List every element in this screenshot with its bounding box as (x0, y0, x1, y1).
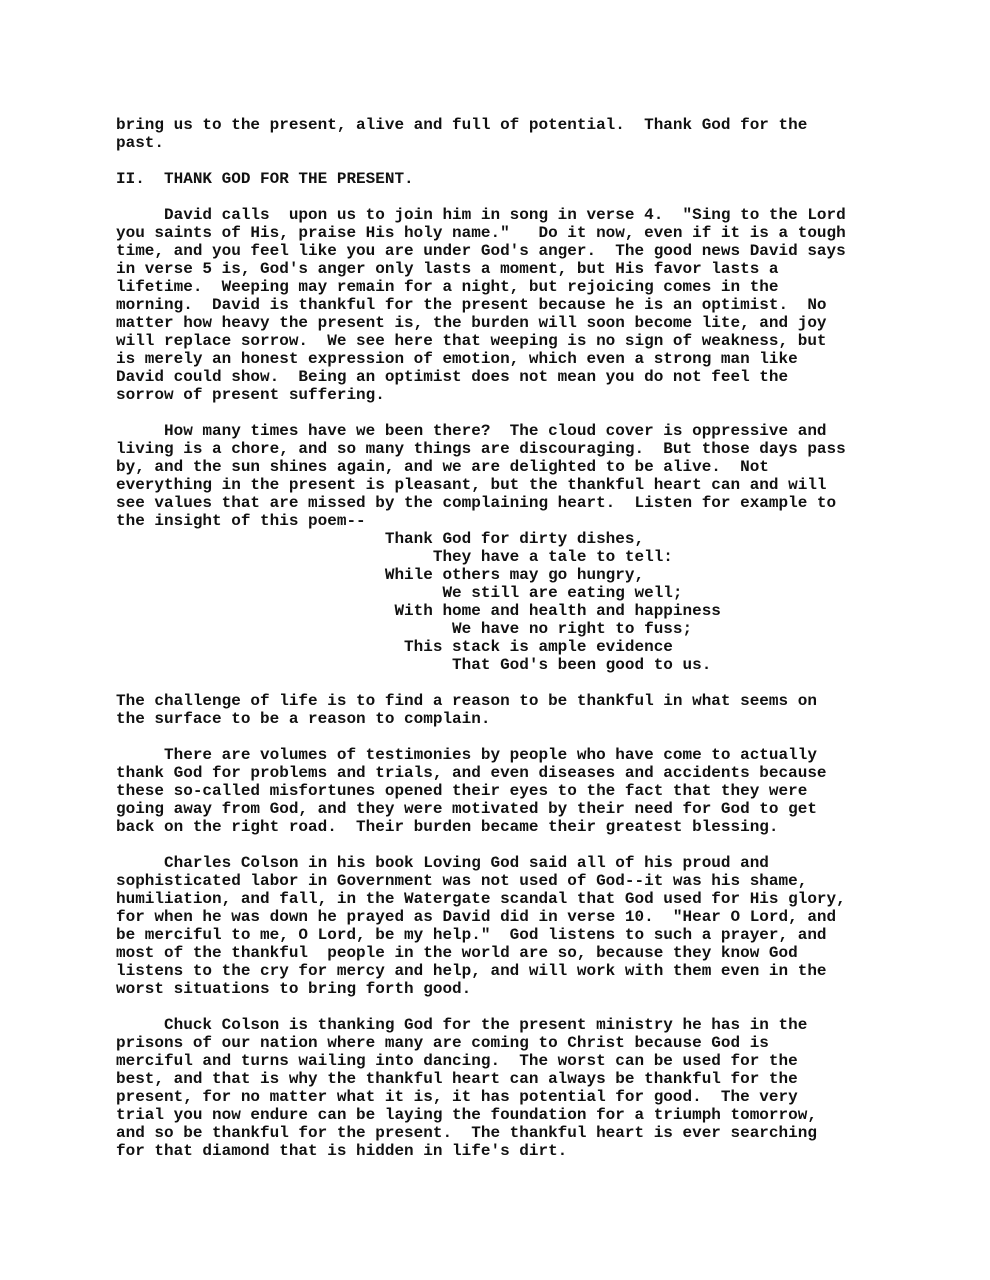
text-line: There are volumes of testimonies by people who have come to actually (116, 746, 817, 764)
paragraph-charles-colson (116, 854, 916, 998)
paragraph-david-calls (116, 206, 916, 404)
text-line: humiliation, and fall, in the Watergate scandal that God used for His glory, (116, 890, 846, 908)
paragraph-gap (116, 728, 916, 746)
paragraph-gap (116, 998, 916, 1016)
paragraph-how-many-times (116, 422, 916, 530)
text-line: David could show. Being an optimist does not mean you do not feel the (116, 368, 789, 386)
text-line: Chuck Colson is thanking God for the present ministry he has in the (116, 1016, 808, 1034)
poem-line: Thank God for dirty dishes, (116, 530, 645, 548)
text-line: for that diamond that is hidden in life's dirt. (116, 1142, 568, 1160)
text-line: the insight of this poem-- (116, 512, 366, 530)
text-line: be merciful to me, O Lord, be my help." God listens to such a prayer, and (116, 926, 827, 944)
text-line: the surface to be a reason to complain. (116, 710, 491, 728)
text-line: back on the right road. Their burden became their greatest blessing. (116, 818, 779, 836)
text-line: everything in the present is pleasant, but the thankful heart can and will (116, 476, 827, 494)
text-line: most of the thankful people in the world are so, because they know God (116, 944, 798, 962)
text-line: see values that are missed by the complaining heart. Listen for example to (116, 494, 837, 512)
intro-paragraph (116, 116, 916, 152)
paragraph-challenge (116, 692, 916, 728)
text-line: you saints of His, praise His holy name." Do it now, even if it is a tough (116, 224, 846, 242)
text-line: bring us to the present, alive and full of potential. Thank God for the (116, 116, 808, 134)
paragraph-testimonies (116, 746, 916, 836)
text-line: will replace sorrow. We see here that weeping is no sign of weakness, but (116, 332, 827, 350)
poem-line: They have a tale to tell: (116, 548, 673, 566)
text-line: sorrow of present suffering. (116, 386, 385, 404)
text-line: worst situations to bring forth good. (116, 980, 472, 998)
text-line: in verse 5 is, God's anger only lasts a moment, but His favor lasts a (116, 260, 779, 278)
text-line: Charles Colson in his book Loving God said all of his proud and (116, 854, 769, 872)
text-line: thank God for problems and trials, and even diseases and accidents because (116, 764, 827, 782)
poem (116, 530, 916, 674)
paragraph-gap (116, 404, 916, 422)
text-line: is merely an honest expression of emotion, which even a strong man like (116, 350, 798, 368)
poem-line: With home and health and happiness (116, 602, 721, 620)
text-line: past. (116, 134, 165, 152)
text-line: morning. David is thankful for the present because he is an optimist. No (116, 296, 827, 314)
text-line: How many times have we been there? The cloud cover is oppressive and (116, 422, 827, 440)
text-line: listens to the cry for mercy and help, and will work with them even in the (116, 962, 827, 980)
text-line: by, and the sun shines again, and we are delighted to be alive. Not (116, 458, 769, 476)
poem-line: We still are eating well; (116, 584, 683, 602)
poem-line: That God's been good to us. (116, 656, 712, 674)
paragraph-gap (116, 836, 916, 854)
text-line: lifetime. Weeping may remain for a night, but rejoicing comes in the (116, 278, 779, 296)
text-line: David calls upon us to join him in song in verse 4. "Sing to the Lord (116, 206, 846, 224)
poem-line: This stack is ample evidence (116, 638, 673, 656)
text-line: for when he was down he prayed as David did in verse 10. "Hear O Lord, and (116, 908, 837, 926)
text-line: these so-called misfortunes opened their eyes to the fact that they were (116, 782, 808, 800)
text-line: living is a chore, and so many things are discouraging. But those days pass (116, 440, 846, 458)
paragraph-gap (116, 674, 916, 692)
poem-line: While others may go hungry, (116, 566, 645, 584)
text-line: time, and you feel like you are under God's anger. The good news David says (116, 242, 846, 260)
paragraph-gap (116, 188, 916, 206)
document-page (116, 116, 916, 1160)
section-heading: II. THANK GOD FOR THE PRESENT. (116, 170, 414, 188)
poem-line: We have no right to fuss; (116, 620, 693, 638)
text-line: trial you now endure can be laying the foundation for a triumph tomorrow, (116, 1106, 817, 1124)
text-line: going away from God, and they were motivated by their need for God to get (116, 800, 817, 818)
text-line: prisons of our nation where many are coming to Christ because God is (116, 1034, 769, 1052)
text-line: present, for no matter what it is, it has potential for good. The very (116, 1088, 798, 1106)
text-line: and so be thankful for the present. The thankful heart is ever searching (116, 1124, 817, 1142)
text-line: matter how heavy the present is, the burden will soon become lite, and joy (116, 314, 827, 332)
text-line: best, and that is why the thankful heart can always be thankful for the (116, 1070, 798, 1088)
paragraph-chuck-colson (116, 1016, 916, 1160)
text-line: sophisticated labor in Government was not used of God--it was his shame, (116, 872, 808, 890)
text-line: merciful and turns wailing into dancing. The worst can be used for the (116, 1052, 798, 1070)
paragraph-gap (116, 152, 916, 170)
text-line: The challenge of life is to find a reason to be thankful in what seems on (116, 692, 817, 710)
